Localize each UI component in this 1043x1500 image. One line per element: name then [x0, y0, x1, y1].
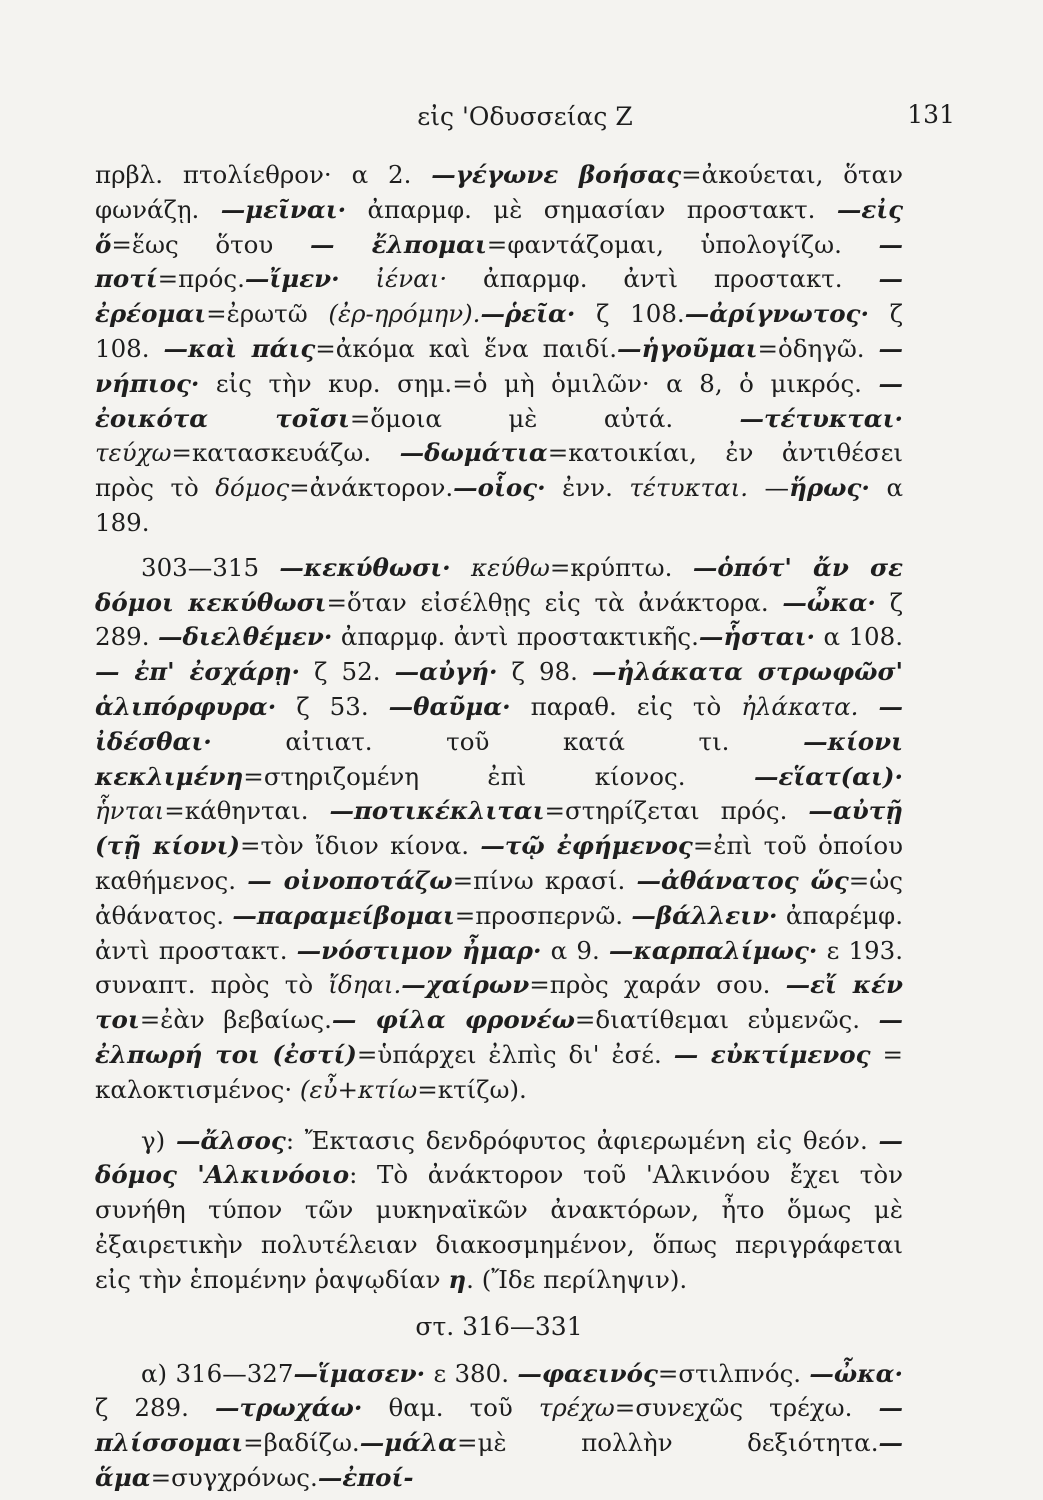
italic-span: δόμος	[215, 473, 290, 503]
lemma: —μάλα	[359, 1428, 458, 1458]
italic-span: ἴδηαι.	[328, 970, 402, 1000]
text-span: =προσπερνῶ.	[454, 900, 632, 930]
lemma: —ἵμασεν·	[293, 1358, 426, 1388]
text-span: =διατίθεμαι εὐμενῶς.	[574, 1005, 879, 1035]
text-span	[858, 692, 878, 721]
text-span: =ὁδηγῶ.	[757, 333, 879, 363]
text-span: ἀπαρμφ. μὲ σημασίαν προστακτ.	[346, 194, 837, 224]
lemma: —ὦκα·	[782, 587, 876, 617]
lemma: —ἀθάνατος ὥς	[636, 865, 849, 895]
lemma: — φίλα φρονέω	[331, 1005, 575, 1035]
italic-span: (ἐρ-ηρόμην).	[328, 299, 481, 329]
text-span: ζ 98.	[497, 657, 593, 687]
lemma: —ὁπότ' ἄν σε δόμοι κεκύθωσι	[95, 552, 903, 617]
lemma: —καὶ πάις	[163, 333, 316, 363]
text-span: =μὲ πολλὴν δεξιότητα.	[457, 1428, 879, 1458]
text-span: =ὡς ἀθάνατος.	[95, 865, 904, 930]
lemma: —παραμείβομαι	[232, 900, 455, 930]
lemma: —δωμάτια	[399, 438, 548, 468]
lemma: —ἴμεν·	[244, 264, 340, 294]
lemma: —πλίσσομαι	[95, 1393, 903, 1458]
lemma: —αὐγή·	[394, 657, 498, 687]
text-span: =κρύπτω.	[549, 552, 693, 582]
text-span: : Τὸ ἀνάκτορον τοῦ 'Αλκινόου ἔχει τὸν συνήθη τύπον τῶν μυκηναϊκῶν ἀνακτόρων, ἦτο ὅμως μὲ ἐξαιρετικὴν πολυτέλειαν διακοσμημένον, ὅπως περιγράφεται εἰς τὴν ἑπομένην ῥαψῳδίαν	[95, 1160, 903, 1294]
page-number: 131	[907, 100, 955, 129]
text-span: α) 316—327	[141, 1358, 294, 1388]
text-span: πρβλ. πτολίεθρον· α 2.	[95, 160, 432, 189]
lemma: —ἅμα	[95, 1428, 903, 1492]
lemma: —διελθέμεν·	[158, 622, 333, 652]
text-span: εἰς τὴν κυρ. σημ.=ὁ μὴ ὁμιλῶν· α 8, ὁ μικρός.	[199, 368, 879, 398]
lemma: —ἐοικότα τοῖσι	[95, 368, 903, 433]
text-span: =ὅταν εἰσέλθῃς εἰς τὰ ἀνάκτορα.	[326, 587, 783, 617]
text-span: =στιλπνός.	[657, 1358, 810, 1388]
text-span: =συνεχῶς τρέχω.	[614, 1393, 879, 1423]
lemma: —τῷ ἐφήμενος	[480, 831, 693, 861]
text-span: =κάθηνται.	[164, 796, 330, 826]
text-span: =φαντάζομαι, ὑπολογίζω.	[486, 229, 879, 259]
text-span: ἐνν.	[545, 473, 630, 503]
lemma: —ἠλάκατα στρωφῶσ' ἁλιπόρφυρα·	[95, 657, 904, 721]
text-span: =ἀκόμα καὶ ἕνα παιδί.	[315, 333, 618, 363]
text-span: ζ 108.	[575, 299, 685, 329]
page-header	[95, 100, 955, 140]
text-span: =ἕως ὅτου	[111, 229, 310, 259]
text-span: ζ 53.	[276, 691, 389, 721]
lemma: —τέτυκται·	[739, 403, 903, 433]
lemma: —τρωχάω·	[214, 1393, 363, 1423]
text-span: ζ 108.	[95, 299, 903, 363]
italic-span: τεύχω	[95, 438, 172, 468]
text-span: =ἐπὶ τοῦ ὁποίου καθήμενος.	[95, 831, 904, 895]
text-span: =κτίζω).	[417, 1074, 527, 1104]
lemma: —χαίρων	[401, 970, 530, 1000]
lemma: —εἴ κέν τοι	[95, 970, 903, 1035]
lemma: — ἔλπομαι	[309, 229, 487, 259]
text-span: =πίνω κρασί.	[452, 865, 637, 895]
lemma: —νόστιμον ἦμαρ·	[296, 935, 542, 965]
text-span: α 108.	[814, 622, 903, 652]
text-span: ζ 289.	[95, 587, 903, 652]
text-span: =ἐὰν βεβαίως.	[139, 1005, 332, 1035]
italic-span: τέτυκται.	[629, 473, 749, 503]
text-span: ἀπαρέμφ. ἀντὶ προστακτ.	[95, 900, 903, 965]
text-span: —	[748, 473, 790, 503]
lemma: — δόμος 'Αλκινόοιο	[95, 1125, 903, 1190]
text-span: παραθ. εἰς τὸ	[510, 691, 742, 721]
italic-span: ἠλάκατα.	[741, 691, 859, 721]
italic-span: (εὖ+κτίω	[299, 1074, 418, 1104]
text-span: θαμ. τοῦ	[362, 1393, 539, 1423]
text-span: =συγχρόνως.	[150, 1462, 318, 1492]
lemma: —εἰς ὅ	[95, 194, 903, 259]
lemma: —ῥεῖα·	[480, 299, 576, 329]
lemma: —ἐποί-	[317, 1462, 414, 1492]
text-span: . (Ἴδε περίληψιν).	[466, 1264, 688, 1294]
lemma: —γέγωνε βοήσας	[431, 160, 682, 189]
running-title: εἰς 'Οδυσσείας Ζ	[417, 102, 633, 131]
commentary-paragraph-1	[95, 158, 903, 541]
text-span: =ἐρωτῶ	[206, 299, 329, 329]
text-span: ε 193. συναπτ. πρὸς τὸ	[95, 935, 903, 1000]
lemma: —ἰδέσθαι·	[95, 691, 903, 756]
commentary-paragraph-3	[95, 1124, 903, 1298]
italic-span: ἧνται	[95, 796, 165, 826]
lemma: —ποτί	[95, 229, 903, 294]
text-span: =ὅμοια μὲ αὐτά.	[349, 403, 740, 433]
text-span: =κατοικίαι, ἐν ἀντιθέσει πρὸς τὸ	[95, 438, 903, 503]
lemma: —ποτικέκλιται	[329, 796, 545, 826]
lemma: —ἧσται·	[698, 622, 815, 652]
text-span: ἀπαρμφ. ἀντὶ προστακτικῆς.	[332, 622, 699, 652]
text-span	[451, 553, 471, 582]
italic-span: τρέχω	[538, 1393, 615, 1423]
text-span: =στηριζομένη ἐπὶ κίονος.	[243, 761, 754, 791]
lemma: η	[448, 1264, 467, 1294]
text-span: γ)	[141, 1125, 176, 1155]
text-span: =πρὸς χαράν σου.	[529, 970, 786, 1000]
text-span: α 9.	[541, 935, 609, 965]
lemma: ἥρως·	[789, 473, 870, 503]
lemma: —ἀρίγνωτος·	[684, 299, 869, 329]
lemma: —ἄλσος	[175, 1125, 286, 1155]
text-span: ζ 52.	[300, 657, 395, 687]
page-body	[95, 158, 903, 1496]
text-span: =βαδίζω.	[243, 1428, 360, 1458]
text-span: ε 380.	[425, 1358, 518, 1388]
text-span: =πρός.	[157, 264, 245, 294]
lemma: —κεκύθωσι·	[279, 552, 451, 582]
lemma: —νήπιος·	[95, 333, 904, 398]
lemma: —ἐρέομαι	[95, 264, 903, 329]
italic-span: ἰέναι·	[339, 264, 448, 294]
text-span: αἰτιατ. τοῦ κατά τι.	[211, 726, 804, 756]
text-span: = καλοκτισμένος·	[95, 1039, 903, 1104]
text-span: =κατασκευάζω.	[171, 438, 400, 468]
italic-span: κεύθω	[471, 552, 550, 582]
lemma: —ἐλπωρή τοι (ἐστί)	[95, 1005, 904, 1069]
text-span: 303—315	[141, 552, 280, 582]
text-span: ἀπαρμφ. ἀντὶ προστακτ.	[447, 264, 879, 294]
lemma: —μεῖναι·	[220, 194, 347, 224]
text-span: =ἀκούεται, ὅταν φωνάζῃ.	[95, 160, 903, 224]
text-span: : Ἔκτασις δενδρόφυτος ἀφιερωμένη εἰς θεόν.	[285, 1125, 879, 1155]
commentary-paragraph-2	[95, 551, 903, 1108]
lemma: — ἐπ' ἐσχάρῃ·	[95, 657, 301, 687]
lemma: —φαεινός	[517, 1358, 658, 1388]
lemma: —καρπαλίμως·	[608, 935, 818, 965]
lemma: —αὐτῇ (τῇ κίονι)	[95, 796, 903, 861]
lemma: —ἡγοῦμαι	[617, 333, 758, 363]
lemma: —βάλλειν·	[631, 900, 778, 930]
commentary-paragraph-4	[95, 1357, 903, 1496]
text-span: =ἀνάκτορον.	[289, 473, 454, 503]
lemma: — οἰνοποτάζω	[247, 865, 453, 895]
lemma: —οἷος·	[453, 473, 546, 503]
lemma: —θαῦμα·	[388, 691, 511, 721]
text-span: =στηρίζεται πρός.	[544, 796, 809, 826]
lemma: —ὦκα·	[809, 1358, 903, 1388]
text-span: =ὑπάρχει ἐλπὶς δι' ἐσέ.	[356, 1039, 674, 1069]
text-span: α 189.	[95, 473, 903, 537]
lemma: — εὐκτίμενος	[673, 1039, 871, 1069]
section-heading: στ. 316—331	[415, 1311, 583, 1341]
text-span: =τὸν ἴδιον κίονα.	[240, 831, 481, 861]
lemma: —εἵατ(αι)·	[753, 761, 903, 791]
lemma: —κίονι κεκλιμένη	[95, 726, 903, 791]
text-span: ζ 289.	[95, 1393, 215, 1423]
